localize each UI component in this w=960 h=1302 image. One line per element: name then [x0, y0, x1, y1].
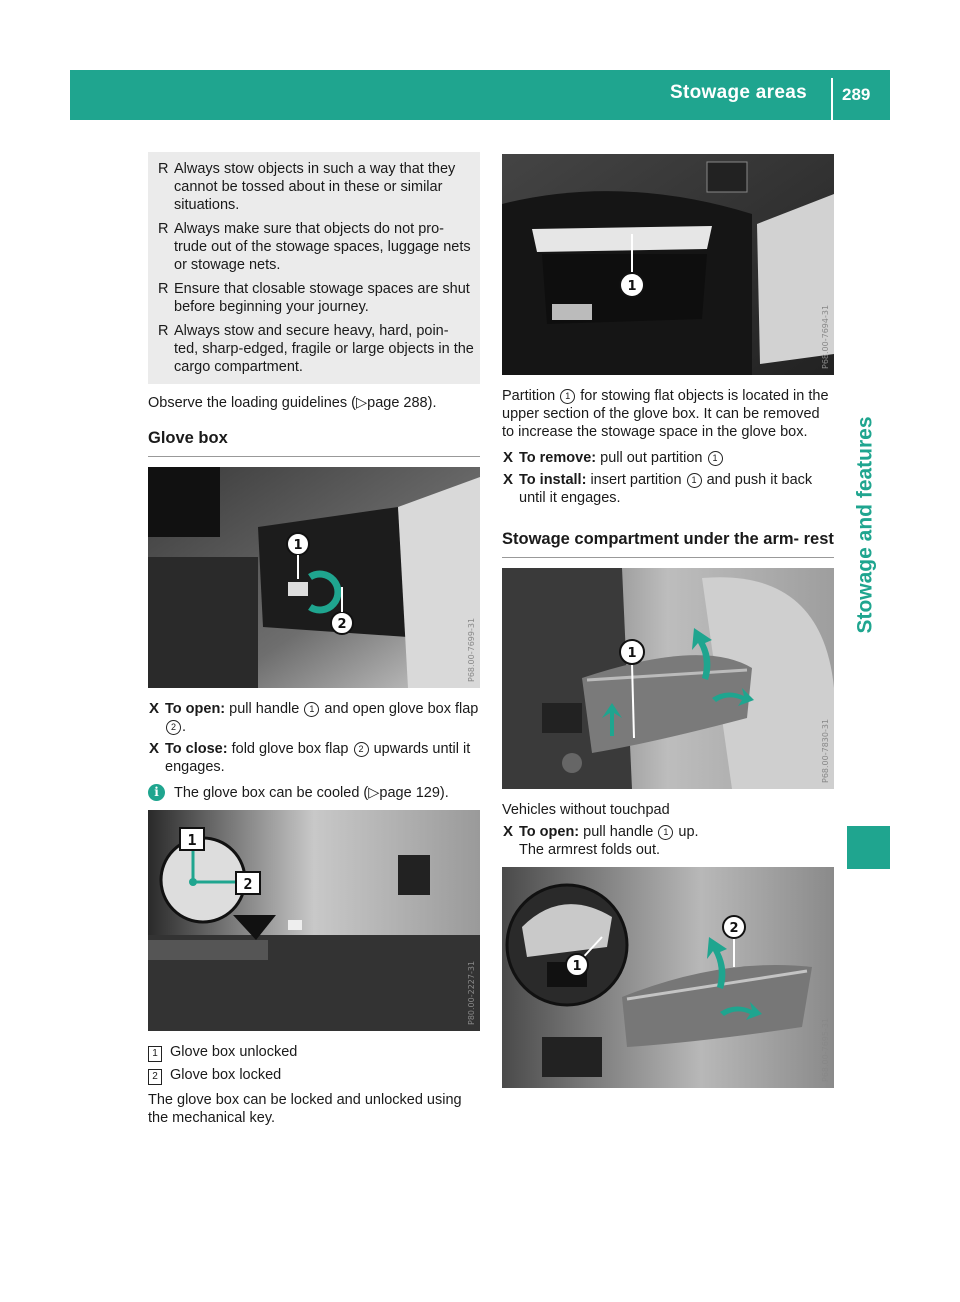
- info-icon: i: [148, 784, 165, 801]
- open-instruction: [148, 700, 480, 736]
- callout-1-icon: 1: [687, 473, 702, 488]
- legend-text: Glove box unlocked: [170, 1044, 298, 1060]
- legend-number: 2: [148, 1069, 162, 1085]
- partition-text: for stowing flat objects is located in the upper section of the glove box. It can be removed to increase the stowage space in the glove box.: [502, 388, 829, 440]
- close-text: fold glove box flap: [231, 741, 349, 757]
- bullet-icon: R: [158, 161, 169, 177]
- armrest-touchpad-photo: [502, 867, 834, 1088]
- svg-text:1: 1: [572, 959, 582, 974]
- callout-2-icon: 2: [354, 742, 369, 757]
- bullet-icon: R: [158, 221, 169, 237]
- bullet-icon: R: [158, 281, 169, 297]
- action-arrow-icon: X: [503, 471, 514, 488]
- open-text: .: [182, 719, 187, 735]
- page-ref-link[interactable]: page 288: [367, 395, 428, 411]
- callout-1-icon: 1: [658, 825, 673, 840]
- warning-text: Ensure that closable stowage spaces are shut before beginning your journey.: [174, 281, 470, 315]
- callout-1-icon: 1: [304, 702, 319, 717]
- observe-text: Observe the loading guidelines (: [148, 395, 356, 411]
- install-label: To install:: [519, 472, 587, 488]
- remove-text: pull out partition: [600, 450, 703, 466]
- open-text: pull handle: [229, 701, 300, 717]
- partition-paragraph: [502, 387, 834, 441]
- svg-text:2: 2: [729, 921, 739, 936]
- legend-item: [148, 1066, 480, 1085]
- list-item: [156, 322, 474, 376]
- open-text: up.: [678, 824, 699, 840]
- close-label: To close:: [165, 741, 228, 757]
- warning-box: [148, 152, 480, 384]
- svg-text:2: 2: [337, 617, 347, 632]
- image-code: P80.00-2227-31: [467, 960, 476, 1025]
- image-code: P68.00-7830-31: [821, 718, 830, 783]
- right-column: [502, 152, 834, 1100]
- side-tab-marker: [847, 826, 890, 869]
- close-text: upwards until it engages.: [165, 741, 471, 775]
- close-instruction: [148, 740, 480, 776]
- callout-1-icon: 1: [708, 451, 723, 466]
- partition-image: [502, 154, 834, 375]
- page-number: 289: [842, 85, 871, 104]
- observe-end: ).: [427, 395, 437, 411]
- page-ref-arrow-icon: ▷: [355, 395, 368, 411]
- info-note: [148, 784, 480, 802]
- image-code: P68.00-7695-31: [821, 1017, 830, 1082]
- install-text: insert partition: [590, 472, 682, 488]
- install-text: and push it back until it engages.: [519, 472, 813, 506]
- armrest-photo: [502, 568, 834, 789]
- page-ref-arrow-icon: ▷: [368, 785, 380, 801]
- partition-photo: [502, 154, 834, 375]
- action-arrow-icon: X: [149, 700, 160, 717]
- no-touchpad-label: Vehicles without touchpad: [502, 802, 670, 818]
- glove-lock-image: [148, 810, 480, 1031]
- side-tab: [843, 395, 889, 655]
- glove-box-heading: Glove box: [148, 428, 480, 457]
- action-arrow-icon: X: [503, 823, 514, 840]
- armrest-touchpad-image: [502, 867, 834, 1088]
- header-divider: [831, 78, 833, 120]
- svg-text:1: 1: [187, 831, 197, 849]
- warning-text: Always stow objects in such a way that they cannot be tossed about in these or similar situations.: [174, 161, 456, 213]
- folds-out-text: The armrest folds out.: [519, 842, 661, 858]
- warning-text: Always make sure that objects do not pro- trude out of the stowage spaces, luggage nets or stowage nets.: [174, 221, 471, 273]
- svg-text:2: 2: [243, 875, 253, 893]
- image-code: P68.00-7699-31: [467, 617, 476, 682]
- open-label: To open:: [519, 824, 580, 840]
- list-item: [156, 160, 474, 214]
- page-header: [70, 70, 890, 120]
- left-column: [148, 152, 480, 1135]
- legend-text: Glove box locked: [170, 1067, 282, 1083]
- info-end: ).: [439, 785, 449, 801]
- lock-paragraph: The glove box can be locked and unlocked using the mechanical key.: [148, 1092, 462, 1126]
- legend-number: 1: [148, 1046, 162, 1062]
- glove-box-image: [148, 467, 480, 688]
- remove-label: To remove:: [519, 450, 597, 466]
- remove-instruction: [502, 449, 834, 467]
- info-text: The glove box can be cooled (: [174, 785, 369, 801]
- section-title: Stowage areas: [670, 82, 807, 103]
- svg-text:1: 1: [627, 646, 637, 661]
- observe-paragraph: [148, 394, 480, 412]
- partition-text: Partition: [502, 388, 556, 404]
- bullet-icon: R: [158, 323, 169, 339]
- image-code: P68.00-7694-31: [821, 304, 830, 369]
- install-instruction: [502, 471, 834, 507]
- armrest-open-instruction: [502, 823, 834, 859]
- svg-text:1: 1: [627, 279, 637, 294]
- open-label: To open:: [165, 701, 226, 717]
- callout-1-icon: 1: [560, 389, 575, 404]
- action-arrow-icon: X: [503, 449, 514, 466]
- side-tab-label: Stowage and features: [854, 416, 877, 634]
- open-text: pull handle: [583, 824, 654, 840]
- page-ref-link[interactable]: page 129: [379, 785, 440, 801]
- warning-text: Always stow and secure heavy, hard, poin- ted, sharp-edged, fragile or large objects in the cargo compartment.: [174, 323, 474, 375]
- svg-text:1: 1: [293, 538, 303, 553]
- action-arrow-icon: X: [149, 740, 160, 757]
- glove-lock-photo: [148, 810, 480, 1031]
- callout-2-icon: 2: [166, 720, 181, 735]
- glove-box-photo: [148, 467, 480, 688]
- list-item: [156, 280, 474, 316]
- open-text: and open glove box flap: [324, 701, 479, 717]
- legend-item: [148, 1043, 480, 1062]
- armrest-heading: Stowage compartment under the arm- rest: [502, 529, 834, 558]
- list-item: [156, 220, 474, 274]
- armrest-image: [502, 568, 834, 789]
